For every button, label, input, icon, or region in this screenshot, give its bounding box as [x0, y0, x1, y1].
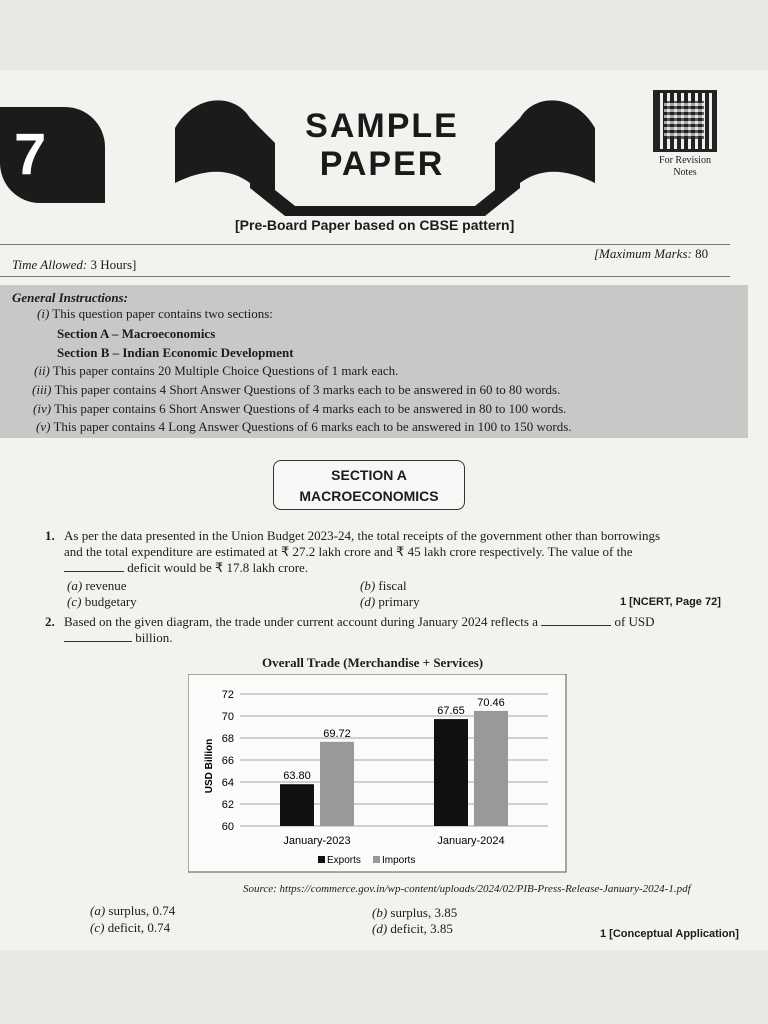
title-line-1: SAMPLE — [305, 107, 459, 145]
section-heading: SECTION A MACROECONOMICS — [273, 460, 465, 510]
instruction-item: Section A – Macroeconomics — [57, 326, 216, 341]
bar-imports — [320, 742, 354, 826]
q1-option-d[interactable]: (d) primary — [360, 594, 420, 609]
maximum-marks: [Maximum Marks: 80 — [594, 246, 709, 261]
instruction-item: (i) This question paper contains two sections: — [37, 306, 273, 321]
y-tick-label: 60 — [221, 821, 234, 833]
y-tick-label: 62 — [221, 799, 234, 811]
q2-option-b[interactable]: (b) surplus, 3.85 — [372, 905, 458, 920]
paper-number-badge: 7 — [0, 107, 105, 203]
data-label: 67.65 — [437, 705, 465, 718]
q2-number: 2. — [45, 614, 55, 629]
chart-source: Source: https://commerce.gov.in/wp-content/uploads/2024/02/PIB-Press-Release-January-2024-1.pdf — [243, 883, 691, 895]
general-instructions — [0, 285, 748, 438]
q1-text: and the total expenditure are estimated at ₹ 27.2 lakh crore and ₹ 45 lakh crore respectively. The value of the — [64, 544, 633, 559]
y-axis-label: USD Billion — [204, 738, 215, 794]
bar-imports — [474, 711, 508, 826]
trade-bar-chart — [188, 674, 568, 874]
divider — [0, 244, 730, 245]
chart-title: Overall Trade (Merchandise + Services) — [262, 655, 484, 670]
q2-text: Based on the given diagram, the trade under current account during January 2024 reflects a of USD — [64, 614, 655, 629]
paper-subtitle: [Pre-Board Paper based on CBSE pattern] — [235, 217, 515, 233]
x-tick-label: January-2024 — [437, 835, 505, 847]
q1-text: As per the data presented in the Union Budget 2023-24, the total receipts of the government other than borrowings — [64, 528, 661, 543]
y-tick-label: 68 — [221, 733, 234, 745]
y-tick-label: 70 — [221, 711, 234, 723]
instruction-item: (v) This paper contains 4 Long Answer Questions of 6 marks each to be answered in 100 to 150 words. — [36, 419, 572, 434]
q2-option-a[interactable]: (a) surplus, 0.74 — [90, 903, 176, 918]
q1-option-c[interactable]: (c) budgetary — [67, 594, 137, 609]
title-line-2: PAPER — [319, 145, 445, 183]
legend-exports-swatch — [318, 856, 325, 863]
instruction-item: (iv) This paper contains 6 Short Answer Questions of 4 marks each to be answered in 80 to 100 words. — [33, 401, 567, 416]
q2-text: billion. — [64, 630, 172, 646]
data-label: 63.80 — [283, 770, 311, 783]
q1-number: 1. — [45, 528, 55, 543]
bar-exports — [280, 784, 314, 826]
legend-imports-swatch — [373, 856, 380, 863]
x-tick-label: January-2023 — [283, 835, 351, 847]
instructions-heading: General Instructions: — [12, 290, 128, 305]
y-tick-label: 72 — [221, 689, 234, 701]
qr-caption: For Revision Notes — [659, 155, 711, 178]
q1-option-b[interactable]: (b) fiscal — [360, 578, 407, 593]
time-allowed: Time Allowed: 3 Hours] — [12, 257, 137, 272]
q2-option-d[interactable]: (d) deficit, 3.85 — [372, 921, 453, 936]
y-tick-label: 66 — [221, 755, 234, 767]
q1-text: deficit would be ₹ 17.8 lakh crore. — [64, 560, 308, 576]
qr-code[interactable] — [653, 90, 717, 152]
q2-reference: 1 [Conceptual Application] — [600, 928, 739, 940]
instruction-item: (ii) This paper contains 20 Multiple Choice Questions of 1 mark each. — [34, 363, 399, 378]
data-label: 70.46 — [477, 696, 505, 709]
y-tick-label: 64 — [221, 777, 234, 789]
divider — [0, 276, 730, 277]
q2-option-c[interactable]: (c) deficit, 0.74 — [90, 920, 171, 935]
q1-reference: 1 [NCERT, Page 72] — [620, 596, 721, 608]
data-label: 69.72 — [323, 727, 351, 740]
instruction-item: (iii) This paper contains 4 Short Answer Questions of 3 marks each to be answered in 60 to 80 words. — [32, 382, 561, 397]
q1-option-a[interactable]: (a) revenue — [67, 578, 127, 593]
legend-exports-label: Exports — [327, 855, 361, 866]
bar-exports — [434, 719, 468, 826]
instruction-item: Section B – Indian Economic Development — [57, 345, 294, 360]
legend-imports-label: Imports — [382, 855, 416, 866]
